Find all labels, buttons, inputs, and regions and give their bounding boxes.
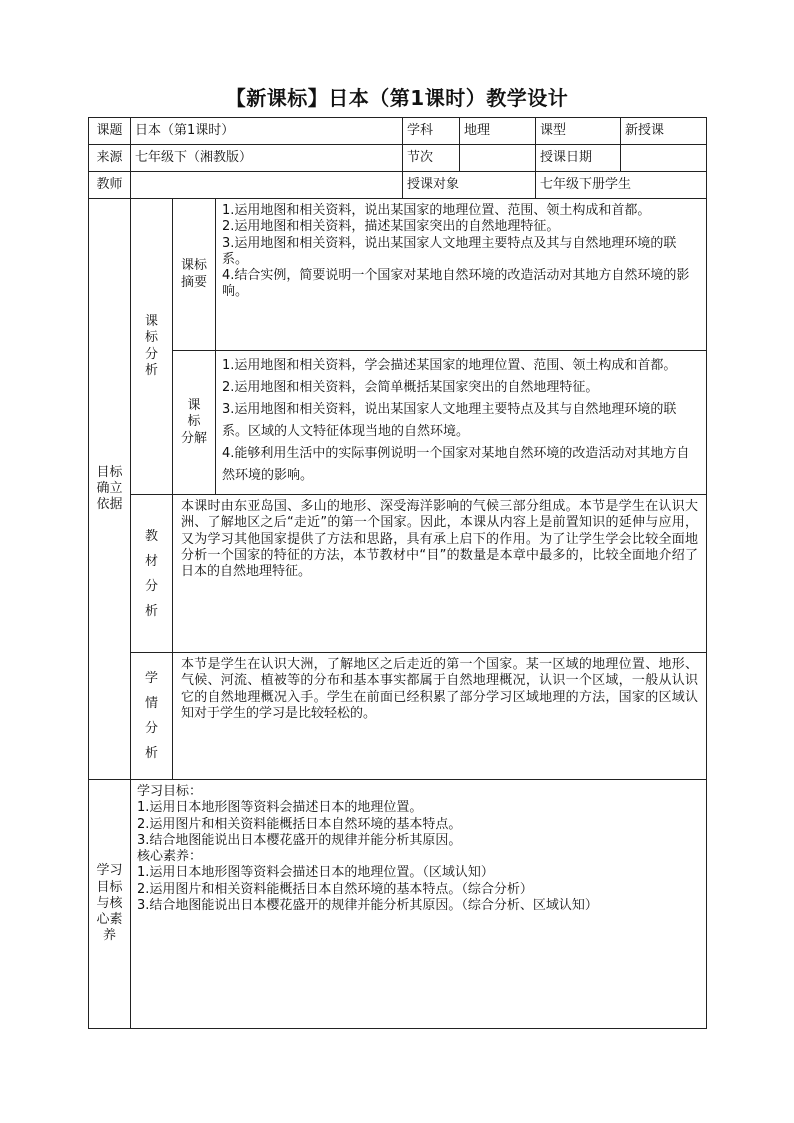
header-row-2 bbox=[89, 145, 707, 172]
lesson-type-label: 课型 bbox=[536, 118, 621, 145]
list-item: 1.运用地图和相关资料，学会描述某国家的地理位置、范围、领土构成和首都。 bbox=[222, 358, 677, 373]
list-item: 2.运用地图和相关资料，描述某国家突出的自然地理特征。 bbox=[222, 219, 560, 235]
list-item: 4.能够利用生活中的实际事例说明一个国家对某地自然环境的改造活动对其地方自然环境的影响。 bbox=[222, 446, 690, 483]
header-row-3 bbox=[89, 172, 707, 199]
source-value: 七年级下（湘教版） bbox=[131, 145, 403, 172]
goals-heading: 学习目标： bbox=[137, 784, 203, 799]
curriculum-summary-row bbox=[89, 199, 707, 351]
audience-label: 授课对象 bbox=[403, 172, 536, 199]
goals-content bbox=[131, 780, 707, 1029]
page-title: 【新课标】日本（第1课时）教学设计 bbox=[225, 86, 569, 110]
list-item: 2.运用图片和相关资料能概括日本自然环境的基本特点。（综合分析） bbox=[137, 881, 533, 897]
list-item: 2.运用图片和相关资料能概括日本自然环境的基本特点。 bbox=[137, 816, 462, 832]
teacher-value bbox=[131, 172, 403, 199]
subject-label: 课题 bbox=[89, 118, 131, 145]
textbook-analysis-row bbox=[89, 495, 707, 653]
teacher-label: 教师 bbox=[89, 172, 131, 199]
list-item: 1.运用日本地形图等资料会描述日本的地理位置。（区域认知） bbox=[137, 865, 494, 881]
list-item: 3.结合地图能说出日本樱花盛开的规律并能分析其原因。 bbox=[137, 832, 462, 848]
basis-label: 目标 确立 依据 bbox=[89, 199, 131, 780]
list-item: 2.运用地图和相关资料，会简单概括某国家突出的自然地理特征。 bbox=[222, 380, 599, 395]
audience-value: 七年级下册学生 bbox=[536, 172, 707, 199]
textbook-analysis-label: 教 材 分 析 bbox=[131, 495, 173, 653]
textbook-analysis-text: 本课时由东亚岛国、多山的地形、深受海洋影响的气候三部分组成。本节是学生在认识大洲、了解地区之后“走近”的第一个国家。因此，本课从内容上是前置知识的延伸与应用，又为学习其他国家提供了方法和思路，具有承上启下的作用。为了让学生学会比较全面地分析一个国家的特征的方法，本节教材中“目”的数量是本章中最多的，比较全面地介绍了日本的自然地理特征。 bbox=[173, 495, 707, 653]
learner-analysis-row bbox=[89, 653, 707, 780]
goals-label: 学习 目标 与核 心素 养 bbox=[89, 780, 131, 1029]
curriculum-summary-label: 课标 摘要 bbox=[173, 199, 216, 351]
curriculum-breakdown-list bbox=[216, 351, 707, 495]
period-label: 节次 bbox=[403, 145, 460, 172]
date-label: 授课日期 bbox=[536, 145, 621, 172]
lesson-plan-table bbox=[88, 117, 707, 1029]
curriculum-summary-list bbox=[216, 199, 707, 351]
lesson-type-value: 新授课 bbox=[621, 118, 707, 145]
learner-analysis-text: 本节是学生在认识大洲，了解地区之后走近的第一个国家。某一区域的地理位置、地形、气候、河流、植被等的分布和基本事实都属于自然地理概况，认识一个区域，一般从认识它的自然地理概况入手。学生在前面已经积累了部分学习区域地理的方法，国家的区域认知对于学生的学习是比较轻松的。 bbox=[173, 653, 707, 780]
curriculum-breakdown-label: 课 标 分解 bbox=[173, 351, 216, 495]
curriculum-analysis-label: 课 标 分 析 bbox=[131, 199, 173, 495]
source-label: 来源 bbox=[89, 145, 131, 172]
literacy-heading: 核心素养： bbox=[137, 849, 203, 864]
discipline-label: 学科 bbox=[403, 118, 460, 145]
date-value bbox=[621, 145, 707, 172]
list-item: 1.运用日本地形图等资料会描述日本的地理位置。 bbox=[137, 800, 423, 816]
list-item: 3.结合地图能说出日本樱花盛开的规律并能分析其原因。（综合分析、区域认知） bbox=[137, 897, 598, 913]
goals-row bbox=[89, 780, 707, 1029]
header-row-1 bbox=[89, 118, 707, 145]
subject-value: 日本（第1课时） bbox=[131, 118, 403, 145]
learner-analysis-label: 学 情 分 析 bbox=[131, 653, 173, 780]
discipline-value: 地理 bbox=[460, 118, 536, 145]
list-item: 3.运用地图和相关资料，说出某国家人文地理主要特点及其与自然地理环境的联系。 bbox=[222, 235, 677, 267]
list-item: 3.运用地图和相关资料，说出某国家人文地理主要特点及其与自然地理环境的联系。区域的人文特征体现当地的自然环境。 bbox=[222, 402, 677, 439]
curriculum-breakdown-row bbox=[89, 351, 707, 495]
period-value bbox=[460, 145, 536, 172]
list-item: 1.运用地图和相关资料，说出某国家的地理位置、范围、领土构成和首都。 bbox=[222, 203, 651, 218]
list-item: 4.结合实例，简要说明一个国家对某地自然环境的改造活动对其地方自然环境的影响。 bbox=[222, 268, 690, 300]
